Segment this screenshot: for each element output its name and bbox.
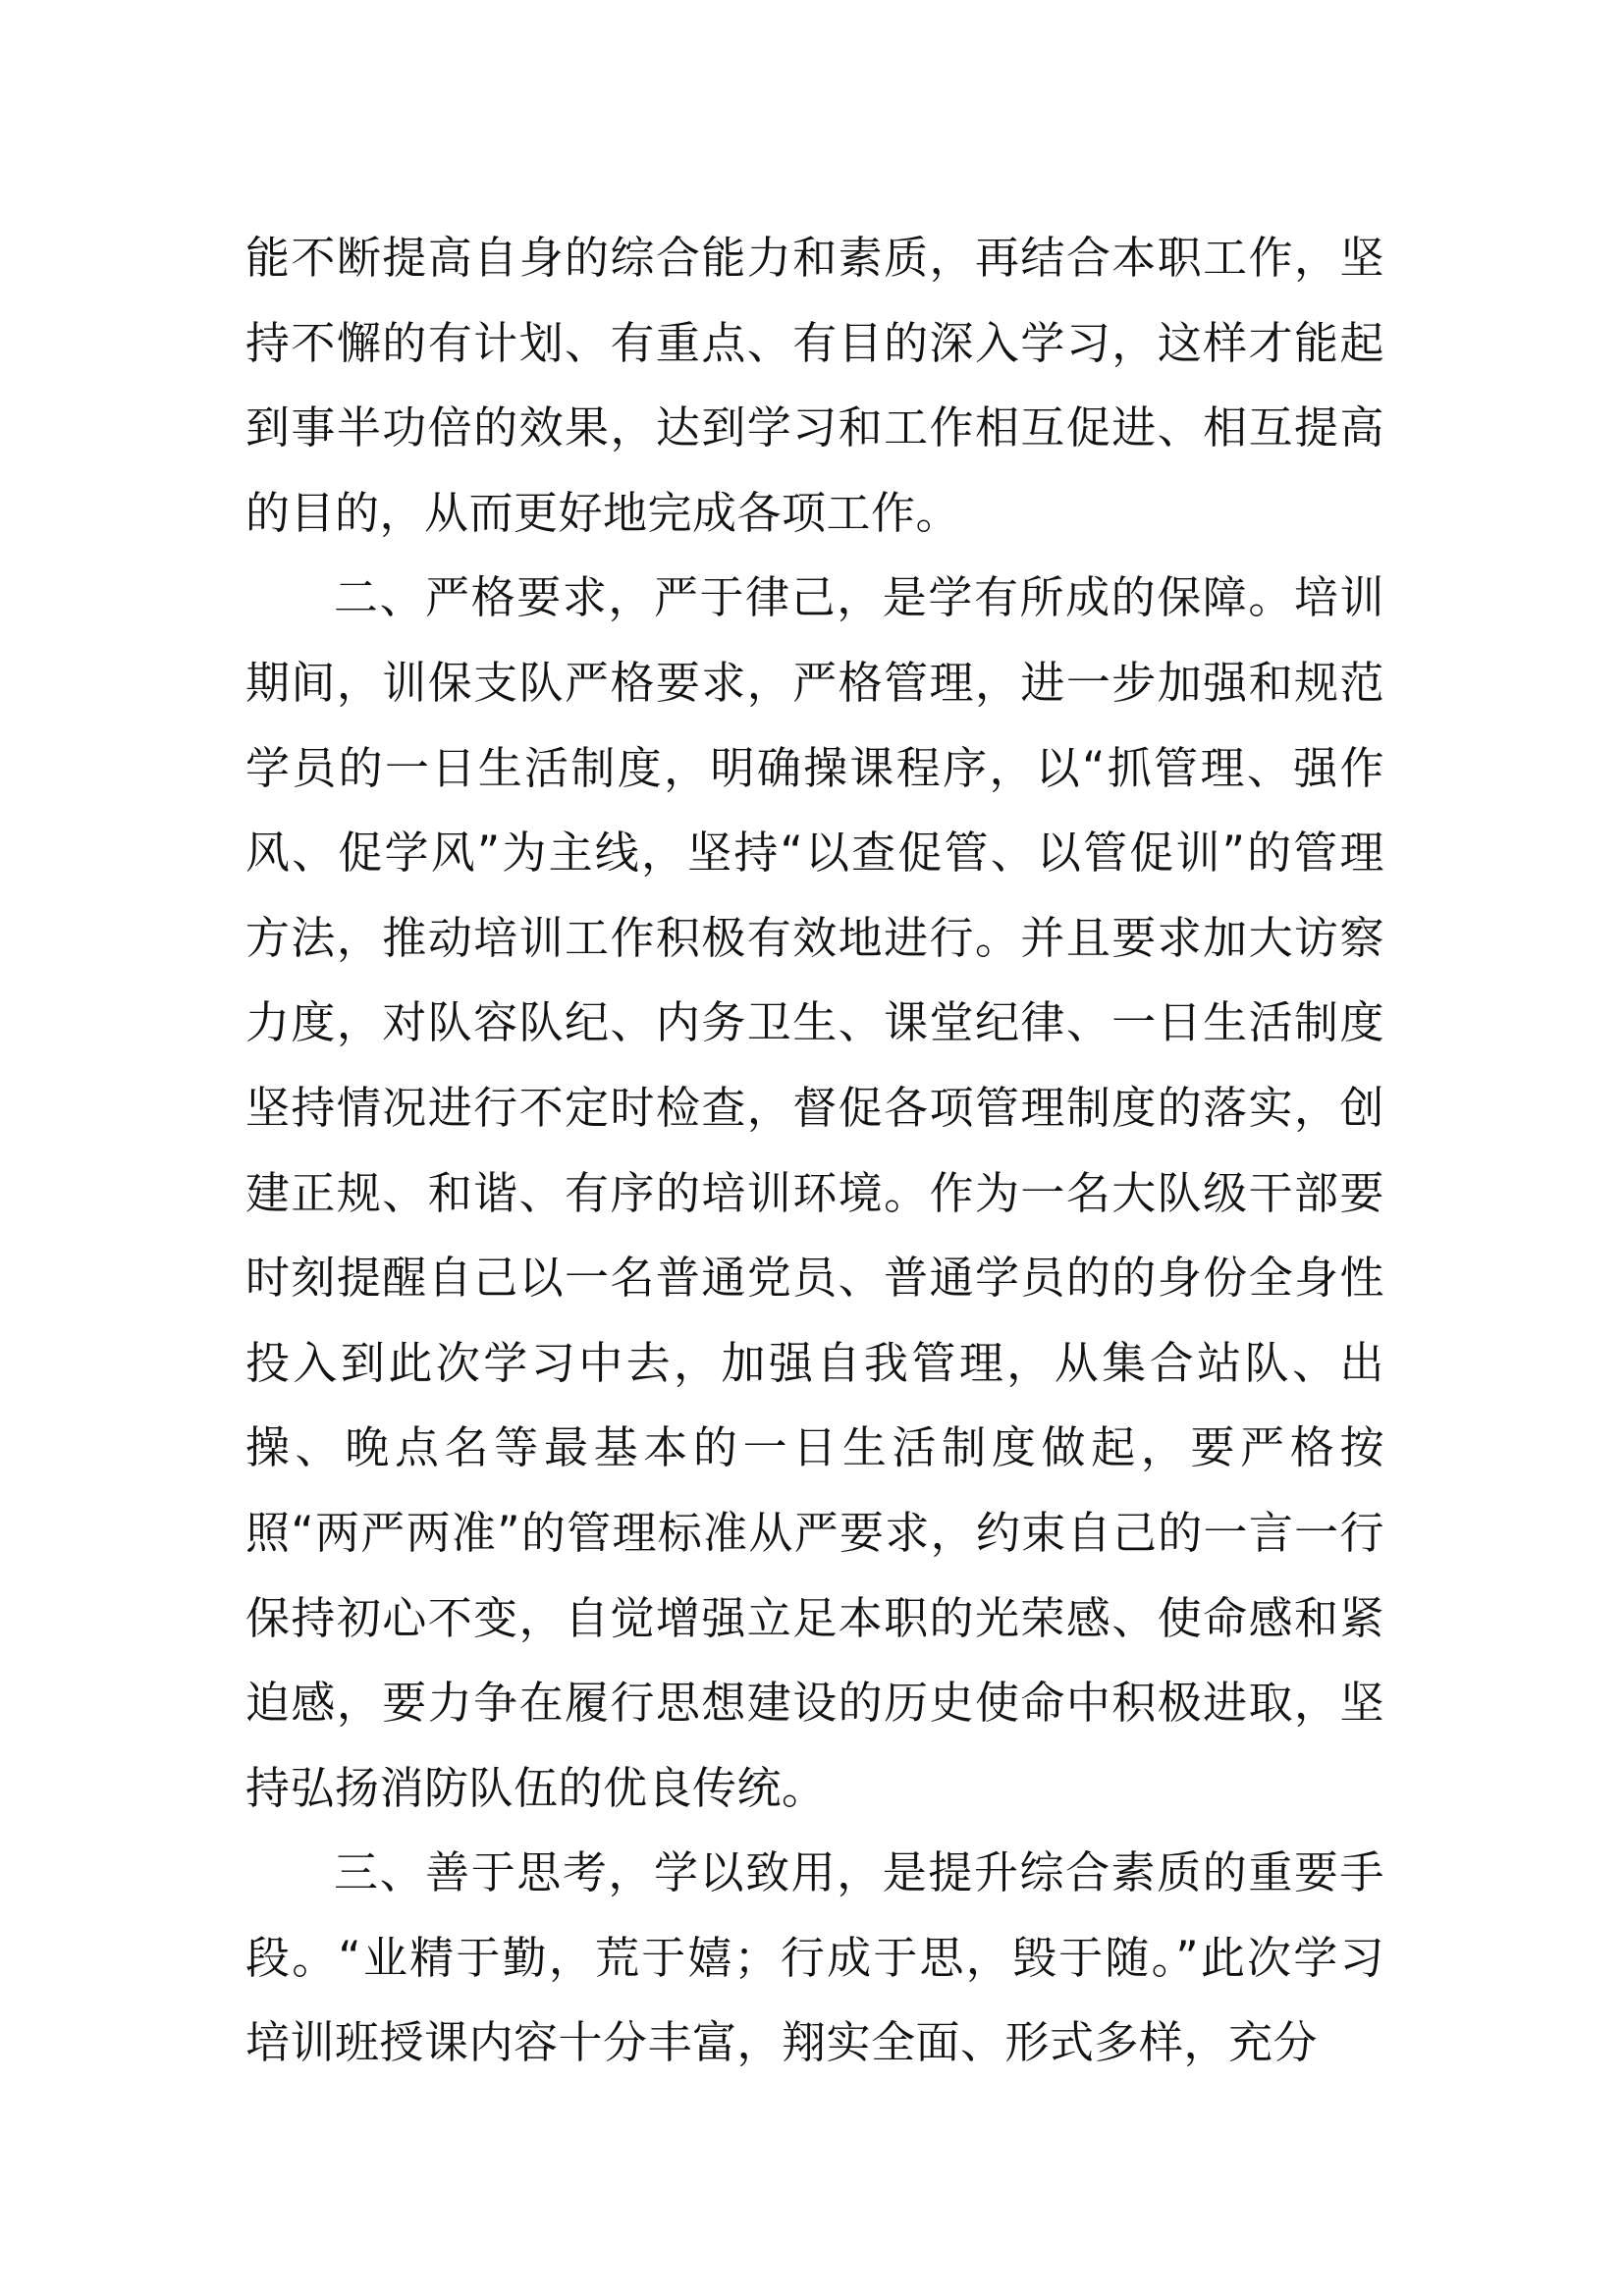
paragraph-1: 能不断提高自身的综合能力和素质，再结合本职工作，坚持不懈的有计划、有重点、有目的深入学习，这样才能起到事半功倍的效果，达到学习和工作相互促进、相互提高的目的，从而更好地完成各项工作。 [245,232,1384,539]
document-body [245,216,1384,2086]
paragraph-2: 二、严格要求，严于律己，是学有所成的保障。培训期间，训保支队严格要求，严格管理，进一步加强和规范学员的一日生活制度，明确操课程序，以“抓管理、强作风、促学风”为主线，坚持“以查促管、以管促训”的管理方法，推动培训工作积极有效地进行。并且要求加大访察力度，对队容队纪、内务卫生、课堂纪律、一日生活制度坚持情况进行不定时检查，督促各项管理制度的落实，创建正规、和谐、有序的培训环境。作为一名大队级干部要时刻提醒自己以一名普通党员、普通学员的的身份全身性投入到此次学习中去，加强自我管理，从集合站队、出操、晚点名等最基本的一日生活制度做起，要严格按照“两严两准”的管理标准从严要求，约束自己的一言一行保持初心不变，自觉增强立足本职的光荣感、使命感和紧迫感，要力争在履行思想建设的历史使命中积极进取，坚持弘扬消防队伍的优良传统。 [245,571,1384,1814]
paragraph-3: 三、善于思考，学以致用，是提升综合素质的重要手段。“业精于勤，荒于嬉；行成于思，毁于随。”此次学习培训班授课内容十分丰富，翔实全面、形式多样，充分 [245,1846,1384,2069]
